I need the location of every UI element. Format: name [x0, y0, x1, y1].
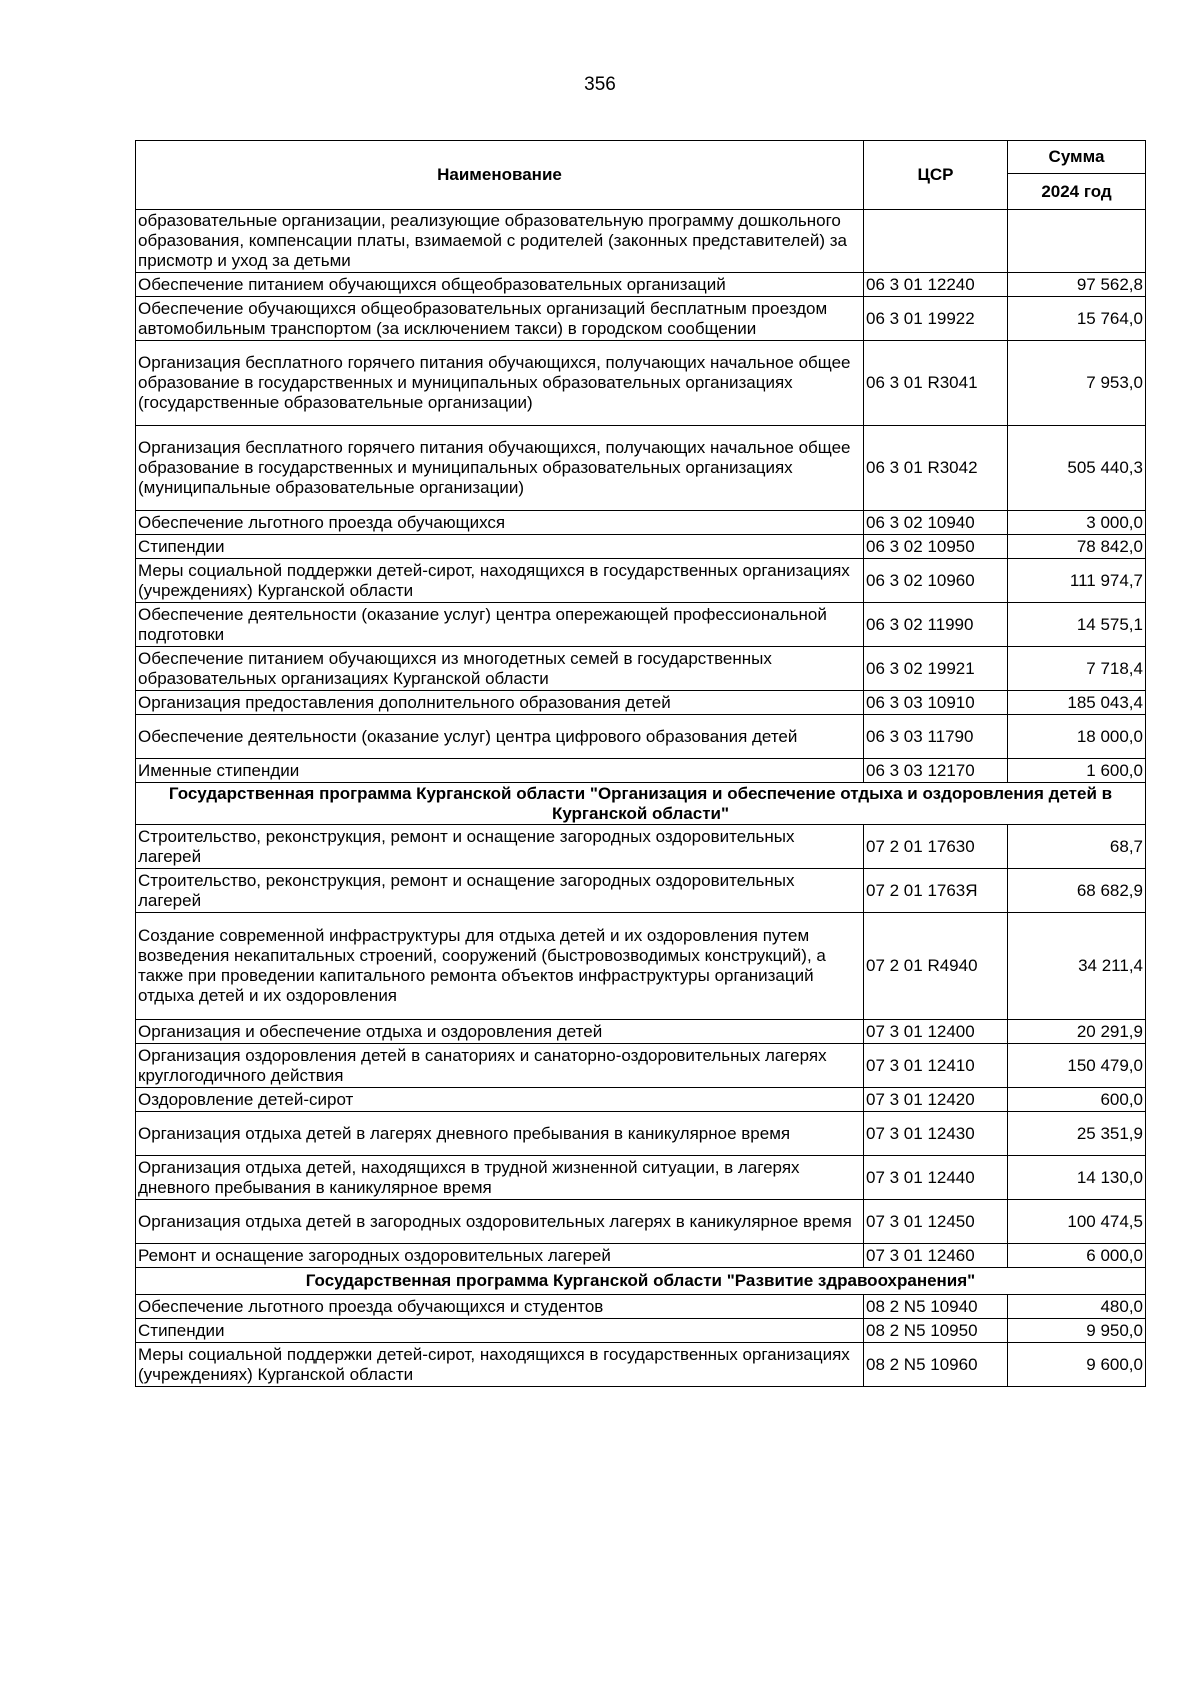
table-row	[136, 297, 1146, 341]
table-body	[136, 210, 1146, 1387]
column-header-year: 2024 год	[1008, 174, 1146, 210]
row-csr-cell: 07 3 01 12450	[864, 1200, 1008, 1244]
row-csr-cell: 07 3 01 12410	[864, 1044, 1008, 1088]
row-sum-cell: 480,0	[1008, 1295, 1146, 1319]
row-name-cell: Обеспечение льготного проезда обучающихся и студентов	[136, 1295, 864, 1319]
row-sum-cell: 505 440,3	[1008, 426, 1146, 511]
row-csr-cell: 06 3 03 12170	[864, 759, 1008, 783]
row-sum-cell: 68,7	[1008, 825, 1146, 869]
table-row	[136, 691, 1146, 715]
row-name-cell: Организация и обеспечение отдыха и оздоровления детей	[136, 1020, 864, 1044]
table-row	[136, 759, 1146, 783]
row-sum-cell: 7 953,0	[1008, 341, 1146, 426]
row-name-cell: образовательные организации, реализующие образовательную программу дошкольного образования, компенсации платы, взимаемой с родителей (законных представителей) за присмотр и уход за детьми	[136, 210, 864, 273]
table-row	[136, 825, 1146, 869]
row-sum-cell: 97 562,8	[1008, 273, 1146, 297]
row-name-cell: Организация бесплатного горячего питания обучающихся, получающих начальное общее образование в государственных и муниципальных образовательных организациях (государственные образовательные организации)	[136, 341, 864, 426]
row-sum-cell: 78 842,0	[1008, 535, 1146, 559]
row-sum-cell: 185 043,4	[1008, 691, 1146, 715]
row-sum-cell: 150 479,0	[1008, 1044, 1146, 1088]
section-row	[136, 783, 1146, 825]
table-row	[136, 1319, 1146, 1343]
row-csr-cell: 06 3 02 10950	[864, 535, 1008, 559]
row-name-cell: Обеспечение льготного проезда обучающихся	[136, 511, 864, 535]
row-csr-cell: 07 3 01 12460	[864, 1244, 1008, 1268]
row-csr-cell: 07 3 01 12440	[864, 1156, 1008, 1200]
table-row	[136, 511, 1146, 535]
table-row	[136, 1156, 1146, 1200]
section-title: Государственная программа Курганской области "Развитие здравоохранения"	[136, 1268, 1146, 1295]
row-csr-cell: 06 3 03 10910	[864, 691, 1008, 715]
row-csr-cell: 07 2 01 1763Я	[864, 869, 1008, 913]
table-row	[136, 1044, 1146, 1088]
row-sum-cell: 9 600,0	[1008, 1343, 1146, 1387]
table-row	[136, 1088, 1146, 1112]
row-name-cell: Организация предоставления дополнительного образования детей	[136, 691, 864, 715]
row-csr-cell: 08 2 N5 10960	[864, 1343, 1008, 1387]
row-sum-cell: 111 974,7	[1008, 559, 1146, 603]
row-name-cell: Организация отдыха детей, находящихся в трудной жизненной ситуации, в лагерях дневного пребывания в каникулярное время	[136, 1156, 864, 1200]
row-name-cell: Стипендии	[136, 535, 864, 559]
table-row	[136, 647, 1146, 691]
row-sum-cell: 68 682,9	[1008, 869, 1146, 913]
table-row	[136, 715, 1146, 759]
row-name-cell: Создание современной инфраструктуры для отдыха детей и их оздоровления путем возведения некапитальных строений, сооружений (быстровозводимых конструкций), а также при проведении капитального ремонта объектов инфраструктуры организаций отдыха детей и их оздоровления	[136, 913, 864, 1020]
row-name-cell: Меры социальной поддержки детей-сирот, находящихся в государственных организациях (учреждениях) Курганской области	[136, 559, 864, 603]
row-csr-cell: 08 2 N5 10940	[864, 1295, 1008, 1319]
row-name-cell: Именные стипендии	[136, 759, 864, 783]
row-sum-cell: 9 950,0	[1008, 1319, 1146, 1343]
row-csr-cell: 07 2 01 R4940	[864, 913, 1008, 1020]
column-header-csr: ЦСР	[864, 141, 1008, 210]
row-sum-cell: 7 718,4	[1008, 647, 1146, 691]
table-row	[136, 426, 1146, 511]
row-sum-cell: 15 764,0	[1008, 297, 1146, 341]
table-row	[136, 1112, 1146, 1156]
row-name-cell: Организация отдыха детей в загородных оздоровительных лагерях в каникулярное время	[136, 1200, 864, 1244]
table-row	[136, 1200, 1146, 1244]
row-sum-cell: 3 000,0	[1008, 511, 1146, 535]
row-sum-cell: 1 600,0	[1008, 759, 1146, 783]
row-sum-cell: 600,0	[1008, 1088, 1146, 1112]
row-csr-cell: 06 3 02 19921	[864, 647, 1008, 691]
row-csr-cell: 06 3 02 10940	[864, 511, 1008, 535]
row-name-cell: Обеспечение питанием обучающихся общеобразовательных организаций	[136, 273, 864, 297]
row-sum-cell: 34 211,4	[1008, 913, 1146, 1020]
row-name-cell: Обеспечение обучающихся общеобразовательных организаций бесплатным проездом автомобильным транспортом (за исключением такси) в городском сообщении	[136, 297, 864, 341]
table-row	[136, 535, 1146, 559]
row-name-cell: Обеспечение питанием обучающихся из многодетных семей в государственных образовательных организациях Курганской области	[136, 647, 864, 691]
row-csr-cell: 06 3 01 19922	[864, 297, 1008, 341]
row-sum-cell: 14 130,0	[1008, 1156, 1146, 1200]
row-sum-cell	[1008, 210, 1146, 273]
row-csr-cell: 06 3 01 R3042	[864, 426, 1008, 511]
row-name-cell: Строительство, реконструкция, ремонт и оснащение загородных оздоровительных лагерей	[136, 869, 864, 913]
row-csr-cell: 07 3 01 12400	[864, 1020, 1008, 1044]
row-sum-cell: 14 575,1	[1008, 603, 1146, 647]
section-row	[136, 1268, 1146, 1295]
row-csr-cell: 06 3 01 R3041	[864, 341, 1008, 426]
table-row	[136, 273, 1146, 297]
row-name-cell: Оздоровление детей-сирот	[136, 1088, 864, 1112]
row-csr-cell: 07 2 01 17630	[864, 825, 1008, 869]
row-csr-cell	[864, 210, 1008, 273]
row-csr-cell: 06 3 01 12240	[864, 273, 1008, 297]
table-row	[136, 210, 1146, 273]
column-header-name: Наименование	[136, 141, 864, 210]
table-header	[136, 141, 1146, 210]
row-name-cell: Обеспечение деятельности (оказание услуг) центра цифрового образования детей	[136, 715, 864, 759]
table-row	[136, 603, 1146, 647]
row-sum-cell: 18 000,0	[1008, 715, 1146, 759]
row-csr-cell: 07 3 01 12420	[864, 1088, 1008, 1112]
row-name-cell: Обеспечение деятельности (оказание услуг) центра опережающей профессиональной подготовки	[136, 603, 864, 647]
row-sum-cell: 6 000,0	[1008, 1244, 1146, 1268]
row-csr-cell: 06 3 03 11790	[864, 715, 1008, 759]
row-csr-cell: 06 3 02 10960	[864, 559, 1008, 603]
table-row	[136, 1295, 1146, 1319]
row-name-cell: Организация отдыха детей в лагерях дневного пребывания в каникулярное время	[136, 1112, 864, 1156]
row-name-cell: Строительство, реконструкция, ремонт и оснащение загородных оздоровительных лагерей	[136, 825, 864, 869]
section-title: Государственная программа Курганской области "Организация и обеспечение отдыха и оздоровления детей в Курганской области"	[136, 783, 1146, 825]
table-row	[136, 1020, 1146, 1044]
row-sum-cell: 100 474,5	[1008, 1200, 1146, 1244]
table-row	[136, 1343, 1146, 1387]
table-row	[136, 913, 1146, 1020]
row-name-cell: Организация оздоровления детей в санаториях и санаторно-оздоровительных лагерях круглогодичного действия	[136, 1044, 864, 1088]
row-name-cell: Организация бесплатного горячего питания обучающихся, получающих начальное общее образование в государственных и муниципальных образовательных организациях (муниципальные образовательные организации)	[136, 426, 864, 511]
row-sum-cell: 25 351,9	[1008, 1112, 1146, 1156]
column-header-sum: Сумма	[1008, 141, 1146, 174]
row-name-cell: Ремонт и оснащение загородных оздоровительных лагерей	[136, 1244, 864, 1268]
row-csr-cell: 06 3 02 11990	[864, 603, 1008, 647]
table-row	[136, 869, 1146, 913]
row-name-cell: Стипендии	[136, 1319, 864, 1343]
table-row	[136, 1244, 1146, 1268]
table-row	[136, 559, 1146, 603]
table-row	[136, 341, 1146, 426]
budget-table	[135, 140, 1146, 1387]
page-number: 356	[584, 74, 616, 95]
row-csr-cell: 07 3 01 12430	[864, 1112, 1008, 1156]
row-csr-cell: 08 2 N5 10950	[864, 1319, 1008, 1343]
row-sum-cell: 20 291,9	[1008, 1020, 1146, 1044]
row-name-cell: Меры социальной поддержки детей-сирот, находящихся в государственных организациях (учреждениях) Курганской области	[136, 1343, 864, 1387]
